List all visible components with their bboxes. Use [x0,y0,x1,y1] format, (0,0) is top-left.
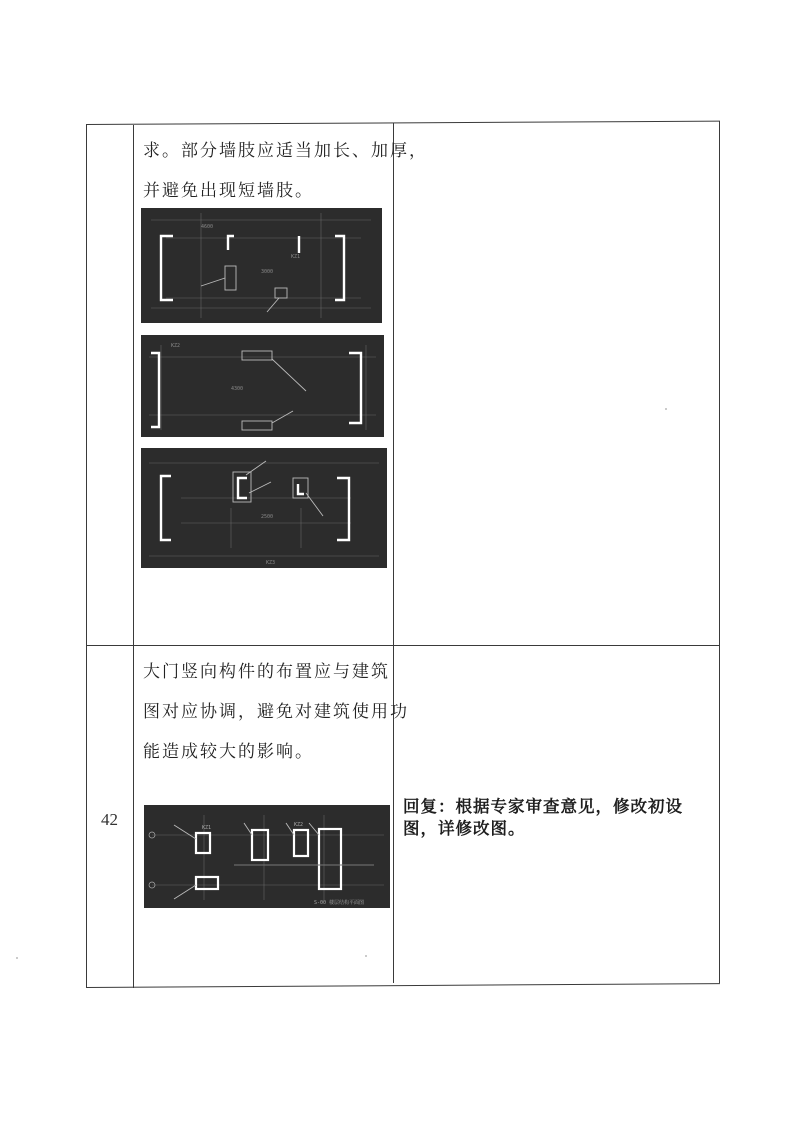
svg-text:2500: 2500 [261,514,274,520]
row2-comment-line-2: 图对应协调，避免对建筑使用功 [143,702,409,722]
table-line-left [86,125,87,988]
svg-text:4600: 4600 [201,224,214,230]
wall-limb-drawing-3 [141,448,387,568]
svg-text:3000: 3000 [261,269,274,275]
svg-text:KZ1: KZ1 [202,825,212,831]
svg-text:S-00 楼层结构平面图: S-00 楼层结构平面图 [314,900,365,906]
scan-speck [665,408,667,410]
wall-limb-drawing-1 [141,208,382,323]
table-line-top [86,121,720,125]
wall-limb-drawing-2 [141,335,384,437]
row1-comment-line-1: 求。部分墙肢应适当加长、加厚， [143,141,428,161]
gate-column-layout-drawing [144,805,390,908]
table-line-right [719,121,720,983]
table-line-col1 [133,125,134,988]
svg-text:KZ3: KZ3 [266,560,276,566]
row2-reply: 回复：根据专家审查意见，修改初设图，详修改图。 [403,797,683,838]
scan-speck [365,955,367,957]
table-line-mid [86,645,720,646]
table-line-col2 [393,123,394,983]
table-line-bottom [86,983,720,988]
row1-comment-line-2: 并避免出现短墙肢。 [143,181,314,201]
svg-text:KZ2: KZ2 [294,822,304,828]
row-number: 42 [101,810,118,829]
svg-text:4300: 4300 [231,386,244,392]
row2-comment-line-3: 能造成较大的影响。 [143,742,314,762]
svg-text:KZ1: KZ1 [291,254,301,260]
row2-comment-line-1: 大门竖向构件的布置应与建筑 [143,662,390,682]
svg-text:KZ2: KZ2 [171,343,181,349]
scan-speck [16,957,18,959]
